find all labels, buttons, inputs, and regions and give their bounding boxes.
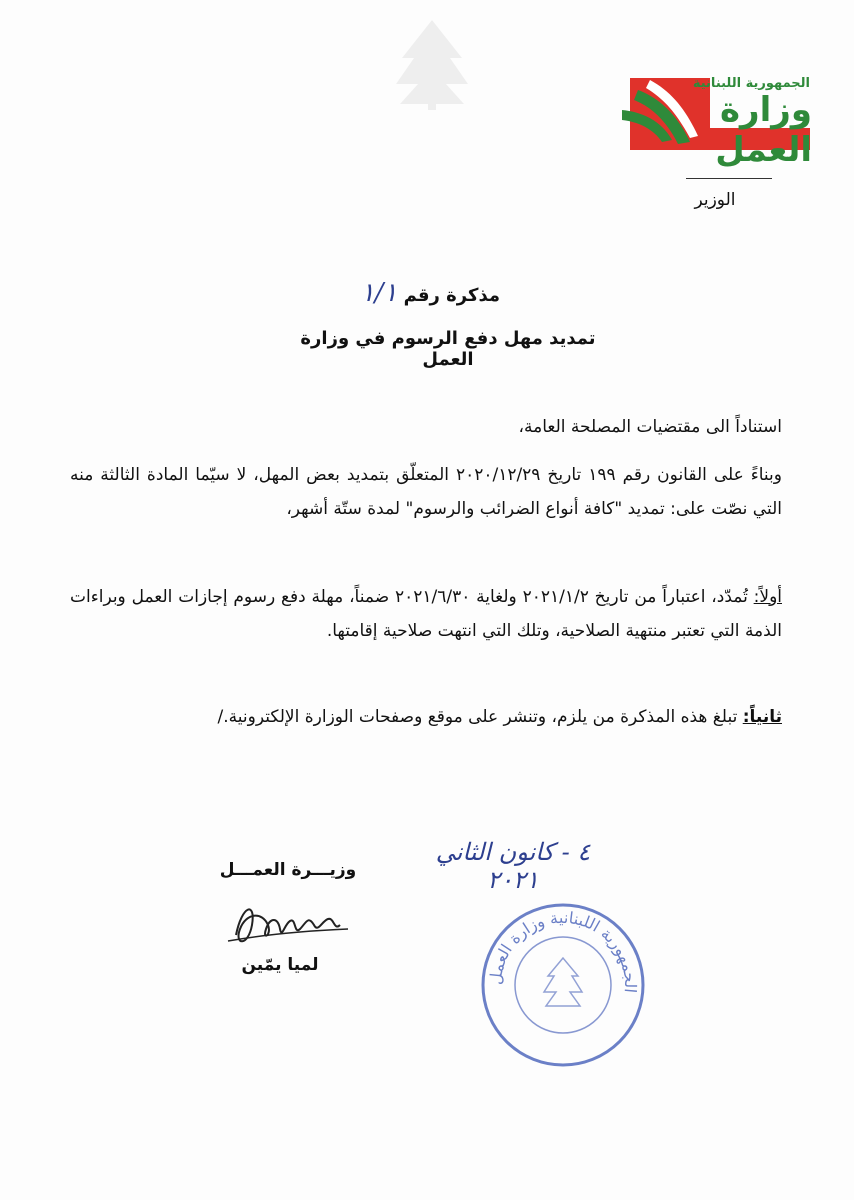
first-text: تُمدّد، اعتباراً من تاريخ ٢٠٢١/١/٢ ولغاية ٢٠٢١/٦/٣٠ ضمناً، مهلة دفع رسوم إجازات العمل وبراءات الذمة التي تعتبر منتهية الصلاحية، وتلك التي انتهت صلاحية إقامتها. [70, 587, 782, 641]
second-lead: ثانياً: [742, 707, 782, 727]
stamp-text: الجمهورية اللبنانية وزارة العمل [485, 907, 641, 994]
ministry-logo [620, 76, 832, 170]
handwritten-date: ٤ - كانون الثاني ٢٠٢١ [435, 838, 591, 894]
logo-ministry-text: وزارة العمل [715, 90, 812, 170]
signature-name: لميا يمّين [241, 955, 319, 975]
paragraph-law-reference: وبناءً على القانون رقم ١٩٩ تاريخ ٢٠٢٠/١٢/٢٩ المتعلّق بتمديد بعض المهل، لا سيّما المادة الثالثة منه التي نصّت على: تمديد "كافة أنواع الضرائب والرسوم" لمدة ستّة أشهر، [70, 465, 782, 519]
stamp-cedar-icon [544, 958, 582, 1006]
first-lead: أولاً: [753, 587, 782, 607]
svg-text:الجمهورية اللبنانية وزارة العم [486, 908, 640, 994]
second-text: تبلغ هذه المذكرة من يلزم، وتنشر على موقع وصفحات الوزارة الإلكترونية./ [217, 707, 743, 727]
paragraph-first [70, 580, 782, 648]
memo-number-label: مذكرة رقم [403, 285, 500, 306]
memo-number [340, 278, 500, 308]
official-stamp [478, 900, 648, 1070]
handwritten-signature [222, 895, 352, 955]
paragraph-second [70, 700, 782, 734]
logo-republic-text: الجمهورية اللبنانية [692, 76, 810, 91]
signature-ministry-label: وزيـــرة العمـــل [219, 860, 357, 880]
minister-divider [686, 178, 772, 179]
memo-title: تمديد مهل دفع الرسوم في وزارة العمل [300, 328, 596, 370]
paragraph-whereas: استناداً الى مقتضيات المصلحة العامة، [518, 417, 782, 437]
memo-number-handwritten: ١/١ [360, 278, 398, 308]
minister-title: الوزير [694, 190, 736, 210]
cedar-watermark-icon [392, 18, 472, 110]
